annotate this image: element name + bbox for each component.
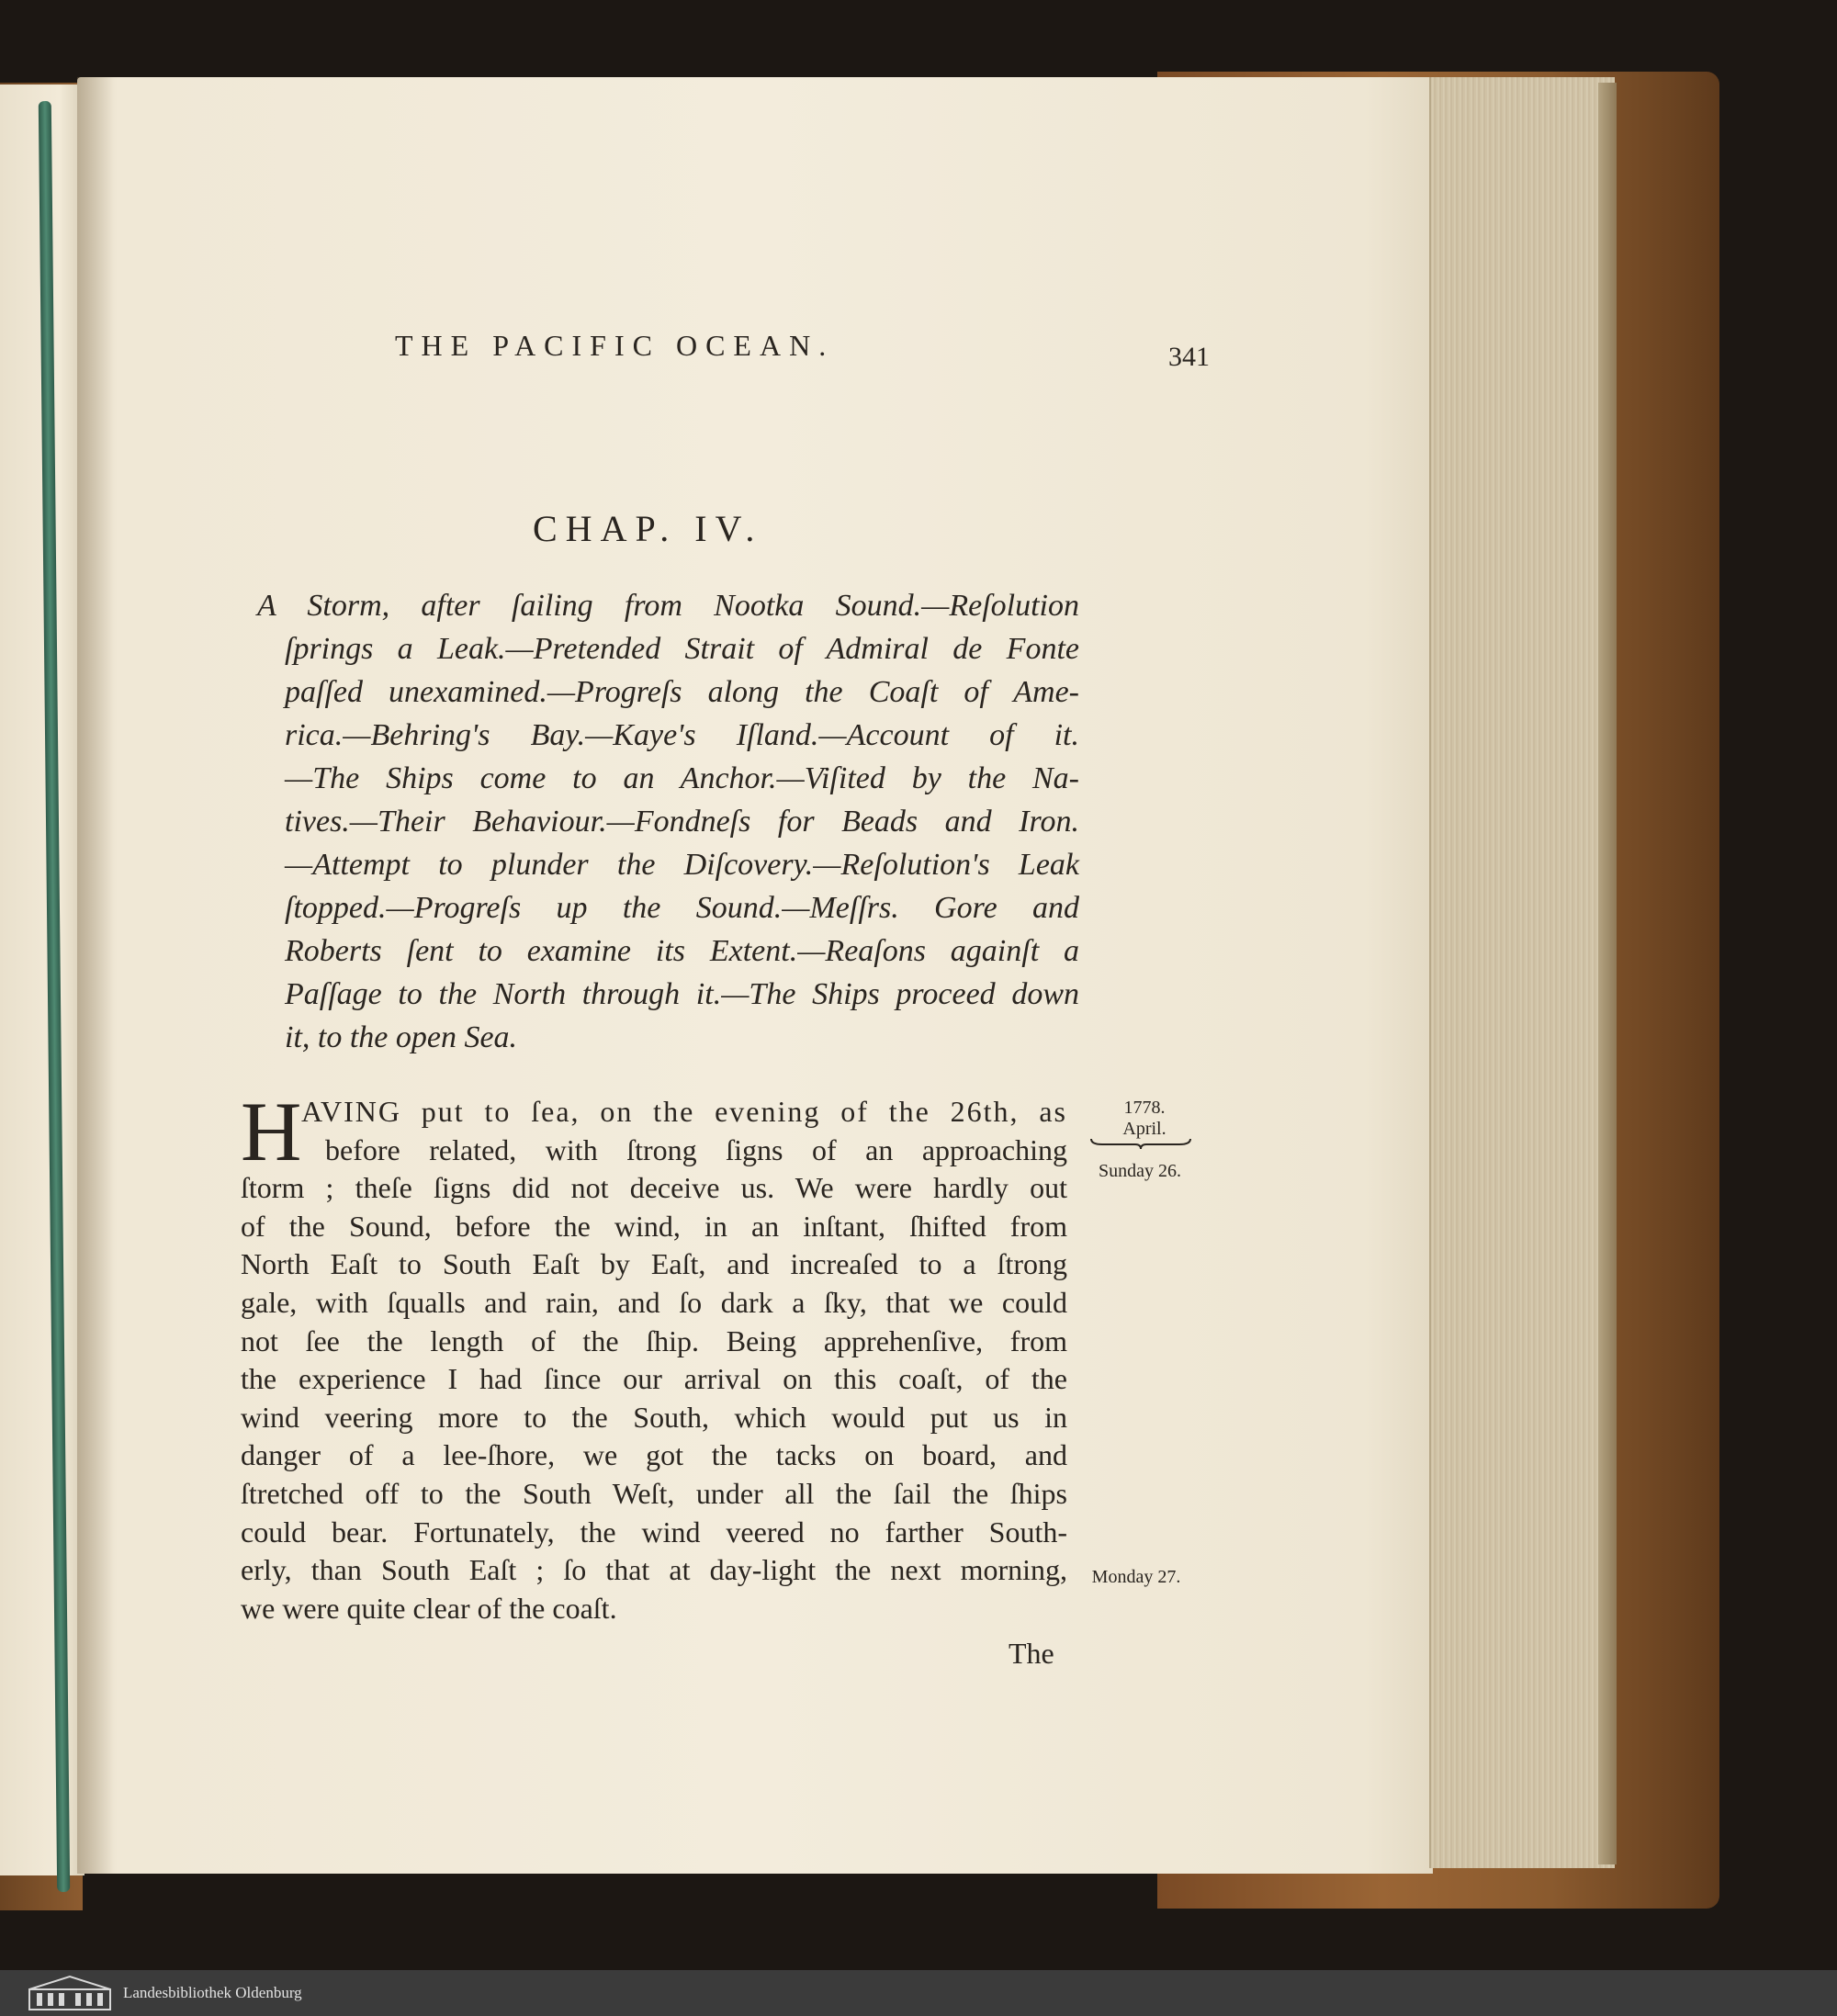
body-line: wind veering more to the South, which would put us in xyxy=(241,1400,1067,1434)
body-line: gale, with ſqualls and rain, and ſo dark a ſky, that we could xyxy=(241,1285,1067,1319)
body-line: the experience I had ſince our arrival on this coaſt, of the xyxy=(241,1362,1067,1396)
margin-note-day1: Sunday 26. xyxy=(1099,1161,1181,1181)
body-line: North Eaſt to South Eaſt by Eaſt, and increaſed to a ſtrong xyxy=(241,1247,1067,1281)
body-line: ſtorm ; theſe ſigns did not deceive us. We were hardly out xyxy=(241,1171,1067,1205)
gutter-shadow xyxy=(77,77,114,1874)
summary-line: Paſſage to the North through it.—The Ships proceed down xyxy=(285,977,1079,1011)
margin-note-day2: Monday 27. xyxy=(1091,1567,1181,1587)
body-line: before related, with ſtrong ſigns of an approaching xyxy=(325,1132,1067,1166)
page-edges xyxy=(1429,77,1615,1868)
summary-line: ſprings a Leak.—Pretended Strait of Admiral de Fonte xyxy=(285,632,1079,666)
summary-line: it, to the open Sea. xyxy=(285,1020,518,1054)
chapter-summary xyxy=(257,584,1079,1059)
summary-line: paſſed unexamined.—Progreſs along the Coaſt of Ame- xyxy=(285,675,1079,709)
body-line: AVING put to ſea, on the evening of the 26th, as xyxy=(301,1095,1067,1128)
body-line: we were quite clear of the coaſt. xyxy=(241,1591,617,1625)
summary-line: Roberts ſent to examine its Extent.—Reaſons againſt a xyxy=(285,934,1079,968)
summary-line: rica.—Behring's Bay.—Kaye's Iſland.—Account of it. xyxy=(285,718,1079,752)
catchword: The xyxy=(1009,1637,1054,1670)
body-paragraph xyxy=(241,1093,1067,1627)
page-number: 341 xyxy=(1168,342,1210,372)
page-edges-shadow xyxy=(1598,83,1617,1864)
body-line: could bear. Fortunately, the wind veered no farther South- xyxy=(241,1515,1067,1549)
summary-line: tives.—Their Behaviour.—Fondneſs for Beads and Iron. xyxy=(285,805,1079,839)
body-line: erly, than South Eaſt ; ſo that at day-light the next morning, xyxy=(241,1553,1067,1587)
library-name: Landesbibliothek Oldenburg xyxy=(123,1984,302,2001)
library-building-icon xyxy=(28,1975,112,2011)
body-line: of the Sound, before the wind, in an inſtant, ſhifted from xyxy=(241,1209,1067,1243)
margin-note-month: April. xyxy=(1122,1119,1166,1139)
drop-cap: H xyxy=(241,1085,302,1178)
margin-note-year: 1778. xyxy=(1123,1098,1166,1118)
body-line: ſtretched off to the South Weſt, under all the ſail the ſhips xyxy=(241,1476,1067,1510)
running-head: THE PACIFIC OCEAN. xyxy=(395,329,835,362)
summary-line: —The Ships come to an Anchor.—Viſited by the Na- xyxy=(285,761,1079,795)
summary-line: —Attempt to plunder the Diſcovery.—Reſolution's Leak xyxy=(285,848,1079,882)
summary-line: ſtopped.—Progreſs up the Sound.—Meſſrs. Gore and xyxy=(285,891,1079,925)
footer-bar xyxy=(0,1970,1837,2016)
margin-brace xyxy=(1089,1137,1192,1150)
body-line: not ſee the length of the ſhip. Being apprehenſive, from xyxy=(241,1323,1067,1357)
body-line: danger of a lee-ſhore, we got the tacks on board, and xyxy=(241,1438,1067,1472)
chapter-title: CHAP. IV. xyxy=(533,508,763,549)
summary-line: A Storm, after ſailing from Nootka Sound.—Reſolution xyxy=(257,589,1079,623)
